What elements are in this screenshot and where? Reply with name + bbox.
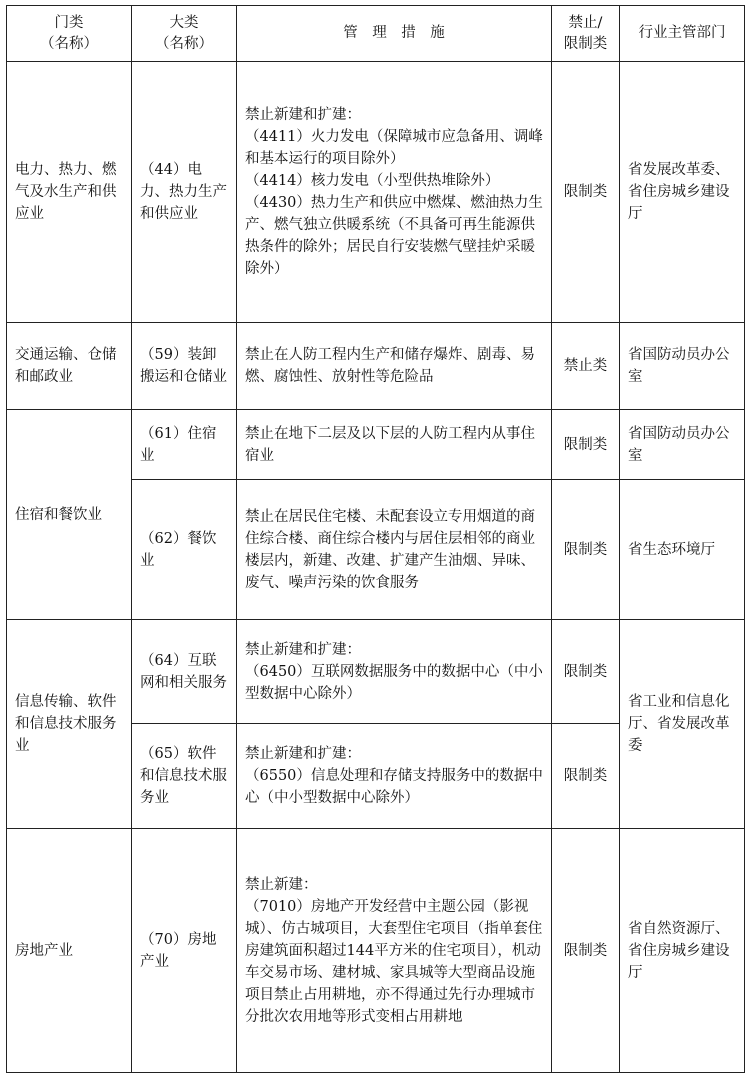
dept-cell: 省生态环境厅 — [620, 480, 745, 620]
header-dept: 行业主管部门 — [620, 6, 745, 62]
header-row — [7, 6, 745, 62]
measures-cell — [237, 620, 552, 724]
measure-line: （4430）热力生产和供应中燃煤、燃油热力生产、燃气独立供暖系统（不具备可再生能源供热条件的除外；居民自行安装燃气壁挂炉采暖除外） — [245, 195, 543, 277]
category-cell: 电力、热力、燃气及水生产和供应业 — [7, 62, 132, 323]
measure-line: 禁止在地下二层及以下层的人防工程内从事住宿业 — [245, 425, 535, 464]
dept-cell: 省发展改革委、省住房城乡建设厅 — [620, 62, 745, 323]
type-cell: 禁止类 — [552, 323, 620, 410]
table-row — [7, 62, 745, 323]
measures-cell — [237, 829, 552, 1073]
measure-line: 禁止新建和扩建： — [245, 107, 361, 123]
header-type: 禁止/ 限制类 — [552, 6, 620, 62]
type-cell: 限制类 — [552, 724, 620, 829]
measure-line: 禁止新建： — [245, 876, 318, 893]
measures-cell — [237, 323, 552, 410]
policy-table — [6, 5, 745, 1073]
category-cell: 房地产业 — [7, 829, 132, 1073]
major-cell: （59）装卸搬运和仓储业 — [132, 323, 237, 410]
major-cell: （61）住宿业 — [132, 410, 237, 480]
dept-cell: 省工业和信息化厅、省发展改革委 — [620, 620, 745, 829]
measure-line: 禁止在人防工程内生产和储存爆炸、剧毒、易燃、腐蚀性、放射性等危险品 — [245, 347, 535, 385]
measure-line: （6550）信息处理和存储支持服务中的数据中心（中小型数据中心除外） — [245, 768, 543, 806]
measure-line: （4411）火力发电（保障城市应急备用、调峰和基本运行的项目除外） — [245, 129, 543, 167]
header-measures: 管 理 措 施 — [237, 6, 552, 62]
measures-cell — [237, 724, 552, 829]
header-category: 门类 （名称） — [7, 6, 132, 62]
measure-line: （4414）核力发电（小型供热堆除外） — [245, 173, 500, 189]
table-row — [7, 410, 745, 480]
type-cell: 限制类 — [552, 62, 620, 323]
category-cell: 交通运输、仓储和邮政业 — [7, 323, 132, 410]
measure-line: 禁止新建和扩建： — [245, 746, 361, 762]
dept-cell: 省国防动员办公室 — [620, 323, 745, 410]
major-cell: （64）互联网和相关服务 — [132, 620, 237, 724]
measures-cell — [237, 62, 552, 323]
type-cell: 限制类 — [552, 829, 620, 1073]
table-row — [7, 620, 745, 724]
major-cell: （62）餐饮业 — [132, 480, 237, 620]
major-cell: （44）电力、热力生产和供应业 — [132, 62, 237, 323]
measure-line: （6450）互联网数据服务中的数据中心（中小型数据中心除外） — [245, 663, 543, 702]
major-cell: （70）房地产业 — [132, 829, 237, 1073]
measure-line: 禁止新建和扩建： — [245, 641, 361, 658]
dept-cell: 省自然资源厅、省住房城乡建设厅 — [620, 829, 745, 1073]
measures-cell — [237, 480, 552, 620]
table-row — [7, 323, 745, 410]
type-cell: 限制类 — [552, 620, 620, 724]
measures-cell — [237, 410, 552, 480]
measure-line: （7010）房地产开发经营中主题公园（影视城）、仿古城项目，大套型住宅项目（指单套住房建筑面积超过144平方米的住宅项目），机动车交易市场、建材城、家具城等大型商品设施项目禁止占用耕地，亦不得通过先行办理城市分批次农用地等形式变相占用耕地 — [245, 898, 543, 1025]
header-major: 大类 （名称） — [132, 6, 237, 62]
major-cell: （65）软件和信息技术服务业 — [132, 724, 237, 829]
type-cell: 限制类 — [552, 480, 620, 620]
table-row — [7, 829, 745, 1073]
category-cell: 信息传输、软件和信息技术服务业 — [7, 620, 132, 829]
dept-cell: 省国防动员办公室 — [620, 410, 745, 480]
measure-line: 禁止在居民住宅楼、未配套设立专用烟道的商住综合楼、商住综合楼内与居住层相邻的商业楼层内，新建、改建、扩建产生油烟、异味、废气、噪声污染的饮食服务 — [245, 508, 535, 591]
category-cell: 住宿和餐饮业 — [7, 410, 132, 620]
type-cell: 限制类 — [552, 410, 620, 480]
